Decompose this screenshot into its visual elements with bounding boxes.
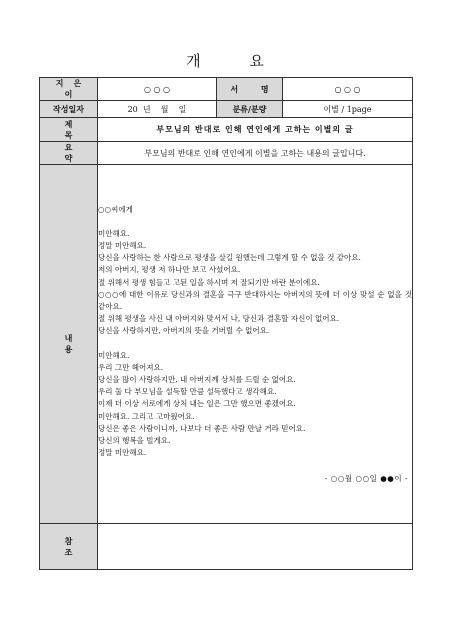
- letter-line: ○○○에 대한 이유로 당신과의 결혼을 극구 반대하시는 아버지의 뜻에 더 이상 맞설 순 없을 것 같아요.: [98, 289, 412, 311]
- date-value: 20 년 월 일: [98, 101, 217, 118]
- greeting: ○○씨에게: [98, 204, 133, 214]
- letter-line: 절 위해서 평생 힘들고 고된 일을 하시며 저 잘되기만 바란 분이에요.: [98, 277, 320, 287]
- letter-line: 미안해요.: [98, 228, 130, 238]
- letter-signature: - ○○월 ○○일 ●●이 -: [324, 474, 408, 484]
- summary-value: 부모님의 반대로 인해 연인에게 이별을 고하는 내용의 글입니다.: [98, 142, 413, 165]
- summary-label: 요 약: [40, 142, 98, 165]
- letter-line: 당신을 사랑하는 한 사람으로 평생을 살길 원했는데 그렇게 할 수 없을 것 같아요.: [98, 253, 361, 263]
- signature-value: ○ ○ ○: [283, 78, 413, 101]
- category-label: 분류/분량: [217, 101, 283, 118]
- letter-line: 저의 아버지, 평생 저 하나만 보고 사셨어요.: [98, 265, 241, 275]
- date-label: 작성일자: [40, 101, 98, 118]
- letter-line: 우리 그만 헤어져요.: [98, 362, 164, 372]
- letter-line: 당신을 사랑하지만, 아버지의 뜻을 거버릴 수 없어요.: [98, 326, 270, 336]
- letter-line: 당신은 좋은 사람이니까, 나보다 더 좋은 사람 만날 거라 믿어요.: [98, 423, 306, 433]
- page-title: 개 요: [186, 52, 286, 70]
- letter-line: 정말 미안해요.: [98, 448, 147, 458]
- subject-label: 제 목: [40, 118, 98, 142]
- reference-label: 참 조: [40, 524, 98, 570]
- letter-line: 미안해요. 그리고 고마웠어요.: [98, 411, 195, 421]
- letter-line: 당신의 행복을 빌게요.: [98, 436, 171, 446]
- letter-line: 정말 미안해요.: [98, 240, 147, 250]
- letter-line: 절 위해 평생을 사신 내 아버지와 맞서서 나, 당신과 결혼할 자신이 없어요.: [98, 314, 340, 324]
- summary-form: [39, 77, 413, 570]
- category-value: 이별 / 1page: [283, 101, 413, 118]
- signature-label: 서 명: [217, 78, 283, 101]
- letter-line: 우리 둘 다 부모님을 설득할 만큼 설득했다고 생각해요.: [98, 387, 277, 397]
- content-body: [98, 165, 413, 524]
- letter-line: 이제 더 이상 서로에게 상처 내는 일은 그만 했으면 좋겠어요.: [98, 399, 296, 409]
- letter-line: 미안해요.: [98, 350, 130, 360]
- letter-line: 당신을 많이 사랑하지만, 내 아버지께 상처를 드릴 순 없어요.: [98, 375, 296, 384]
- reference-value: [98, 524, 413, 570]
- author-value: ○ ○ ○: [98, 78, 217, 101]
- author-label: 지은이: [40, 78, 98, 101]
- subject-value: 부모님의 반대로 인해 연인에게 고하는 이별의 글: [98, 118, 413, 142]
- content-label: 내 용: [40, 165, 98, 524]
